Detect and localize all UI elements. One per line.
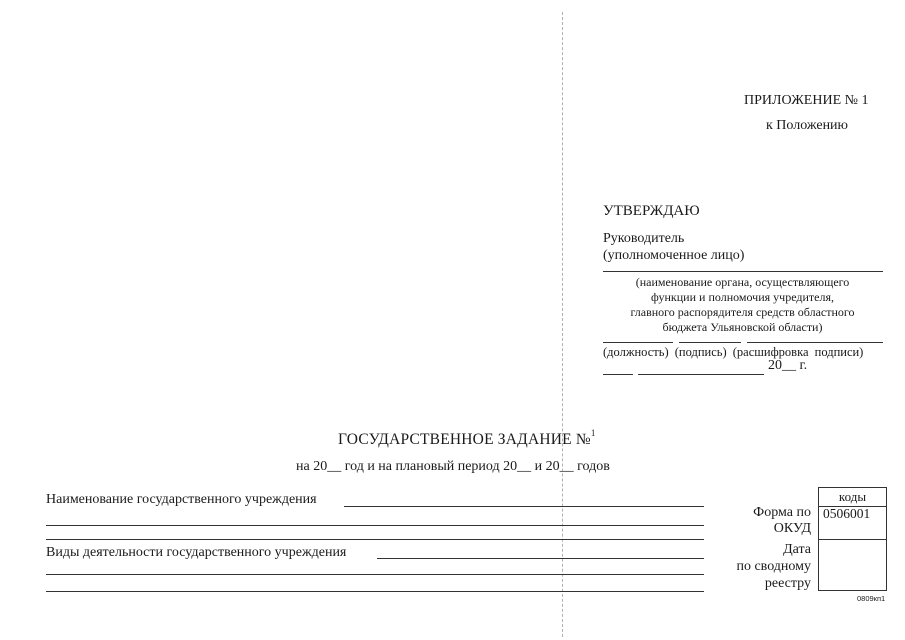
print-stamp: 0809кп1 [857, 594, 886, 603]
institution-label: Наименование государственного учреждения [46, 492, 317, 507]
registry-label-line-3: реестру [764, 576, 811, 591]
fold-line [562, 12, 563, 637]
head-line-2: (уполномоченное лицо) [603, 248, 745, 263]
document-title-text: ГОСУДАРСТВЕННОЕ ЗАДАНИЕ № [338, 431, 591, 448]
registry-label-line-2: по сводному [736, 559, 811, 574]
document-title [338, 428, 596, 449]
organ-caption-line-1: (наименование органа, осуществляющего [635, 275, 850, 289]
activities-line-1[interactable] [377, 558, 704, 559]
registry-date-cell[interactable] [819, 540, 886, 590]
appendix-title: ПРИЛОЖЕНИЕ № 1 [744, 93, 869, 108]
registry-label-line-1: Дата [783, 542, 811, 557]
codes-header: коды [819, 488, 886, 507]
organ-caption-line-3: главного распорядителя средств областного [630, 305, 855, 319]
organ-caption-line-4: бюджета Ульяновской области) [662, 320, 823, 334]
document-period: на 20__ год и на плановый период 20__ и 20__ годов [296, 459, 610, 474]
head-title [603, 230, 744, 264]
institution-name-line-1[interactable] [344, 506, 704, 507]
approve-heading: УТВЕРЖДАЮ [603, 203, 700, 219]
okud-code-cell: 0506001 [819, 506, 886, 540]
activities-line-3[interactable] [46, 591, 704, 592]
institution-name-line-2[interactable] [46, 525, 704, 526]
registry-date-label [736, 541, 811, 592]
okud-label-line-2: ОКУД [773, 521, 811, 536]
activities-line-2[interactable] [46, 574, 704, 575]
codes-table [818, 487, 887, 591]
okud-label-line-1: Форма по [753, 505, 811, 520]
appendix-subtitle: к Положению [766, 118, 849, 133]
day-underline[interactable] [603, 374, 633, 375]
organ-underline[interactable] [603, 271, 883, 272]
institution-name-line-3[interactable] [46, 539, 704, 540]
month-underline[interactable] [638, 374, 764, 375]
signature-caption: (должность) (подпись) (расшифровка подписи) [603, 345, 864, 359]
title-footnote: 1 [590, 428, 596, 438]
position-underline[interactable] [603, 342, 673, 343]
organ-caption [600, 275, 885, 335]
activities-label: Виды деятельности государственного учреждения [46, 545, 347, 560]
head-line-1: Руководитель [603, 231, 685, 246]
organ-caption-line-2: функции и полномочия учредителя, [651, 290, 834, 304]
signature-underline[interactable] [679, 342, 741, 343]
approval-year: 20__ г. [768, 358, 808, 373]
okud-label [753, 505, 811, 537]
signature-decode-underline[interactable] [747, 342, 883, 343]
